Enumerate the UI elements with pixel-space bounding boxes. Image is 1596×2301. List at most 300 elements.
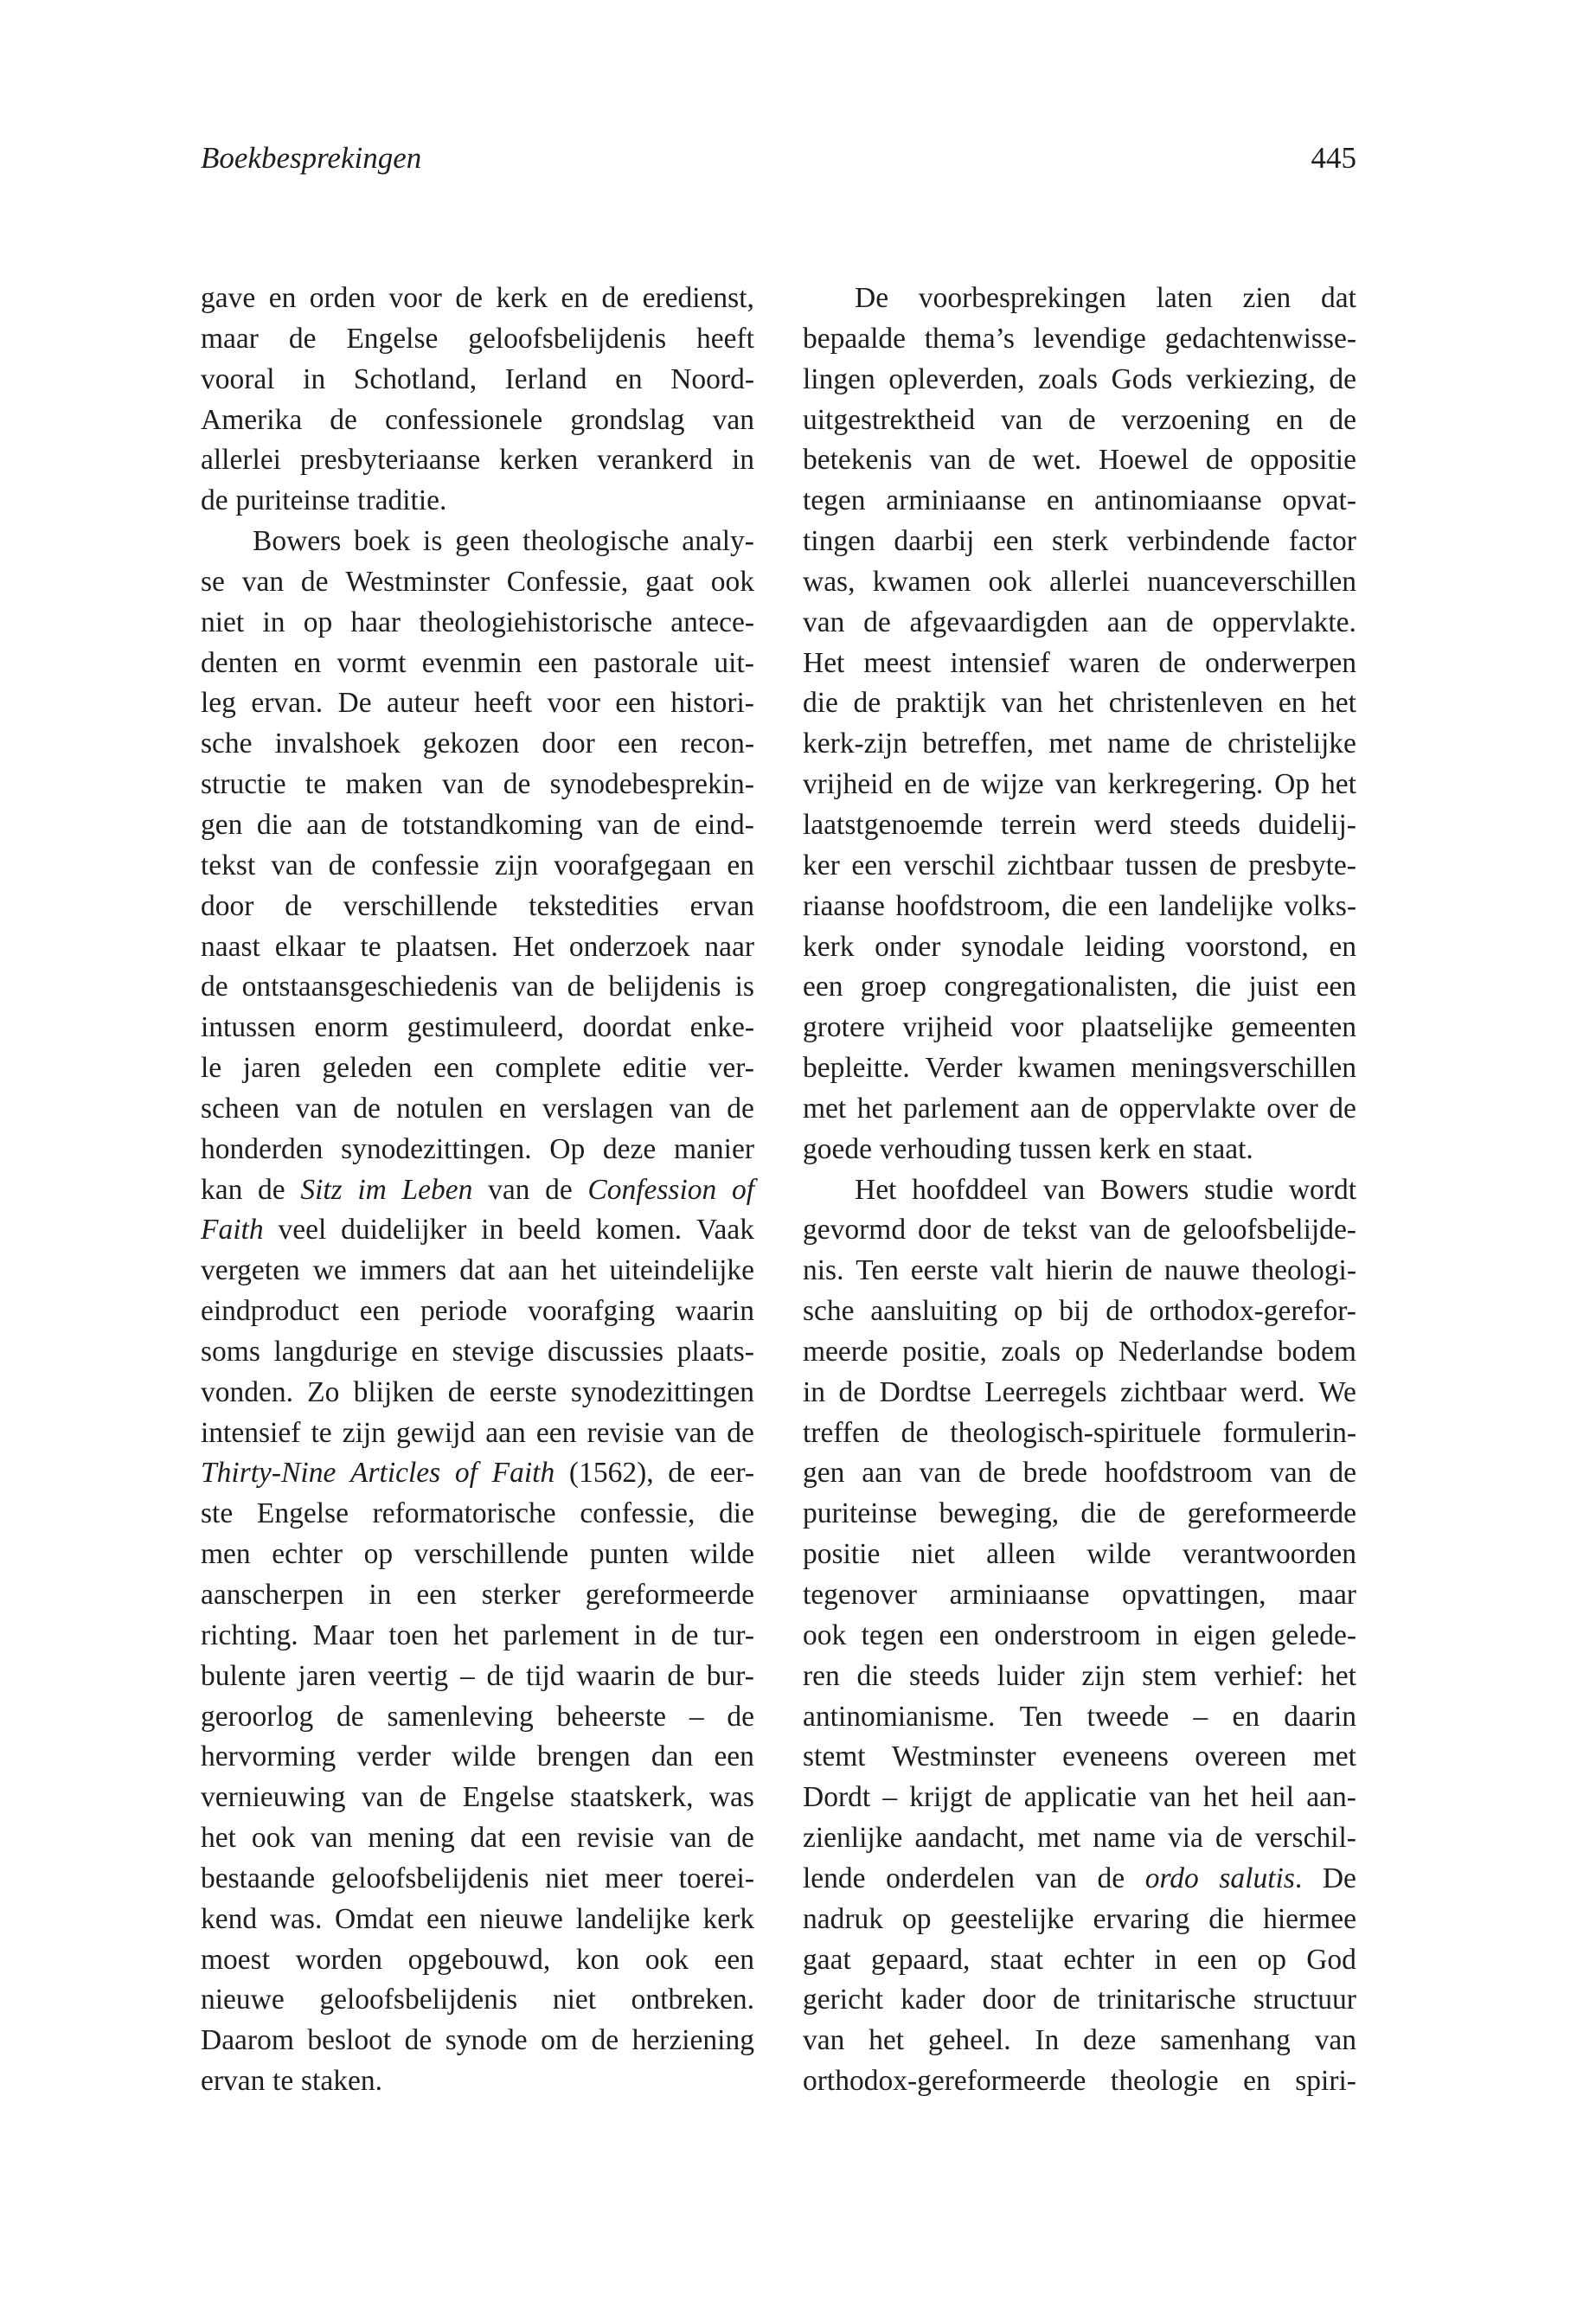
word: nuanceverschillen xyxy=(1147,565,1356,598)
word: jaren xyxy=(298,1659,356,1692)
word: van xyxy=(1314,2024,1356,2057)
word: mening xyxy=(368,1822,455,1855)
word: met xyxy=(1048,727,1093,760)
word: veel xyxy=(278,1214,327,1247)
word: totstandkoming xyxy=(402,808,583,841)
word: positie, xyxy=(902,1335,987,1368)
word: landelijke xyxy=(575,1902,690,1935)
text-line xyxy=(803,1332,1356,1373)
word: Daarom xyxy=(201,2024,294,2057)
word: Bowers xyxy=(253,525,342,558)
word: ontstaansgeschiedenis xyxy=(241,971,498,1003)
text-line xyxy=(803,967,1356,1008)
word: notulen xyxy=(396,1092,484,1125)
text-line xyxy=(803,279,1356,319)
word: onder xyxy=(875,930,941,963)
text-line xyxy=(201,724,754,765)
word: factor xyxy=(1288,525,1356,558)
word: en xyxy=(1157,1132,1186,1165)
word: van xyxy=(1035,1862,1077,1894)
text-line xyxy=(803,2021,1356,2061)
word: Articles xyxy=(350,1457,441,1490)
word: de xyxy=(863,606,891,638)
word: betekenis xyxy=(803,444,913,477)
word: presbyteriaanse xyxy=(299,444,481,477)
word: echter xyxy=(272,1538,343,1571)
word: in xyxy=(369,1579,392,1611)
word: gekozen xyxy=(422,727,520,760)
word: lingen xyxy=(803,362,875,395)
text-line xyxy=(201,1089,754,1130)
word: kwamen xyxy=(1017,1052,1116,1085)
word: intensief xyxy=(950,646,1050,679)
text-line xyxy=(803,1008,1356,1048)
text-line xyxy=(803,644,1356,684)
word: de xyxy=(567,971,595,1003)
word: die xyxy=(1208,1902,1245,1935)
word: de xyxy=(1166,606,1194,638)
word: krijgt xyxy=(909,1781,972,1814)
word: verschillende xyxy=(413,1538,569,1571)
word: treffen xyxy=(803,1416,880,1449)
word: kerk xyxy=(702,1902,754,1935)
word: geen xyxy=(455,525,510,558)
word: leg xyxy=(201,687,236,720)
word: de xyxy=(1205,444,1234,477)
word: voor xyxy=(547,687,600,720)
word: een xyxy=(617,727,658,760)
word: van xyxy=(511,971,554,1003)
text-line xyxy=(201,967,754,1008)
word: trinitarische xyxy=(1097,1984,1236,2016)
word: arminiaanse xyxy=(949,1579,1090,1611)
text-line xyxy=(201,805,754,846)
word: de xyxy=(455,282,483,314)
word: en xyxy=(904,768,932,801)
word: name xyxy=(1093,1822,1156,1855)
word: gericht xyxy=(803,1984,884,2016)
word: plaats- xyxy=(676,1335,754,1368)
word: sche xyxy=(803,1295,855,1328)
word: de xyxy=(330,403,357,436)
word: door xyxy=(542,727,595,760)
word: de xyxy=(337,1700,364,1733)
word: parlement xyxy=(903,1092,1020,1125)
word: overeen xyxy=(1195,1740,1287,1773)
word: riaanse xyxy=(803,889,885,922)
word: de xyxy=(853,687,881,720)
word: ook xyxy=(710,565,754,598)
word: beweging, xyxy=(939,1497,1060,1530)
word: ste xyxy=(201,1497,234,1530)
word: de xyxy=(1143,1214,1171,1247)
text-line xyxy=(803,1657,1356,1697)
text-line xyxy=(803,360,1356,401)
word: aansluiting xyxy=(870,1295,998,1328)
word: het xyxy=(1321,687,1356,720)
word: opvattingen, xyxy=(1121,1579,1266,1611)
word: hoofdstroom xyxy=(1104,1457,1253,1490)
text-line xyxy=(201,1778,754,1818)
word: verantwoorden xyxy=(1183,1538,1356,1571)
word: De xyxy=(855,282,889,314)
word: kerk-zijn xyxy=(803,727,907,760)
word: aan xyxy=(1029,1092,1071,1125)
word: afgevaardigden xyxy=(909,606,1088,638)
word: de xyxy=(404,2024,433,2057)
word: van xyxy=(669,1092,711,1125)
word: Zo xyxy=(307,1375,340,1408)
word: de xyxy=(1209,849,1237,881)
word: aan xyxy=(306,808,347,841)
word: steeds xyxy=(909,1659,980,1692)
text-line xyxy=(803,440,1356,481)
word: de xyxy=(727,1700,754,1733)
word: steeds xyxy=(1170,808,1240,841)
word: Vaak xyxy=(696,1214,754,1247)
word: met xyxy=(1312,1740,1356,1773)
word: was. xyxy=(269,1902,323,1935)
word: hierin xyxy=(1045,1254,1113,1287)
text-line xyxy=(201,1575,754,1616)
word: Ierland xyxy=(504,362,587,395)
word: niet xyxy=(911,1538,955,1571)
text-line xyxy=(803,724,1356,765)
word: presbyte- xyxy=(1248,849,1356,881)
word: boek xyxy=(354,525,411,558)
word: verankerd xyxy=(597,444,714,477)
word: de xyxy=(652,808,681,841)
word: van xyxy=(1042,1173,1086,1206)
word: landelijke xyxy=(1158,889,1273,922)
word: gedachtenwisse- xyxy=(1164,322,1356,355)
word: van xyxy=(674,1416,717,1449)
word: een xyxy=(851,849,892,881)
word: van xyxy=(1089,1214,1131,1247)
word: immers xyxy=(359,1254,447,1287)
word: en xyxy=(561,282,589,314)
word: Noord- xyxy=(670,362,754,395)
word: kerkregering. xyxy=(1107,768,1264,801)
word: opvat- xyxy=(1282,484,1356,517)
word: vrijheid xyxy=(902,1011,993,1044)
word: de xyxy=(838,1375,867,1408)
word: tekst xyxy=(1022,1214,1078,1247)
word: name xyxy=(1107,727,1170,760)
word: de xyxy=(727,1416,754,1449)
word: verschil- xyxy=(1254,1822,1356,1855)
word: in xyxy=(731,444,754,477)
word: sche xyxy=(201,727,253,760)
word: Ten xyxy=(1019,1700,1063,1733)
word: onderzoek xyxy=(568,930,690,963)
word: Verder xyxy=(925,1052,1003,1085)
word: ervan xyxy=(689,889,754,922)
word: De xyxy=(1322,1862,1356,1894)
text-line xyxy=(201,440,754,481)
word: geheel. xyxy=(927,2024,1011,2057)
word: jaren xyxy=(242,1052,301,1085)
word: maken xyxy=(345,768,423,801)
word: orden xyxy=(309,282,376,314)
word: stem xyxy=(1142,1659,1197,1692)
word: niet xyxy=(552,1984,597,2016)
word: geroorlog xyxy=(201,1700,314,1733)
word: brengen xyxy=(536,1740,631,1773)
text-line xyxy=(201,2061,754,2102)
word: en xyxy=(1278,687,1306,720)
text-line xyxy=(201,1697,754,1738)
word: besloot xyxy=(307,2024,392,2057)
word: zien xyxy=(1242,282,1292,314)
text-line xyxy=(201,603,754,644)
word: eveneens xyxy=(1062,1740,1169,1773)
word: het xyxy=(452,1618,489,1651)
word: niet xyxy=(545,1862,589,1894)
word: betreffen, xyxy=(922,727,1034,760)
word: die xyxy=(803,687,838,720)
word: laten xyxy=(1156,282,1213,314)
text-line xyxy=(201,1332,754,1373)
word: dat xyxy=(459,1254,496,1287)
word: de xyxy=(988,444,1016,477)
text-line xyxy=(803,1778,1356,1818)
word: zichtbaar xyxy=(1120,1375,1227,1408)
word: ontbreken. xyxy=(631,1984,754,2016)
word: brede xyxy=(1022,1457,1087,1490)
word: christelijke xyxy=(1227,727,1356,760)
text-line xyxy=(803,1048,1356,1089)
word: leiding xyxy=(1084,930,1165,963)
word: de xyxy=(1097,1862,1125,1894)
word: synodezittingen xyxy=(570,1375,754,1408)
word: formulerin- xyxy=(1222,1416,1356,1449)
word: doordat xyxy=(582,1011,671,1044)
word: revisie xyxy=(576,1822,655,1855)
word: geloofsbelijdenis xyxy=(319,1984,518,2016)
word: waarin xyxy=(675,1295,754,1328)
word: tekstedities xyxy=(529,889,659,922)
word: beeld xyxy=(518,1214,581,1247)
text-line xyxy=(803,1616,1356,1657)
word: de xyxy=(1138,1497,1166,1530)
word: gave xyxy=(201,282,256,314)
word: in xyxy=(803,1375,826,1408)
word: synodezittingen. xyxy=(341,1132,532,1165)
word: ook xyxy=(988,565,1032,598)
word: zoals xyxy=(1038,362,1098,395)
word: antinomiaanse xyxy=(1094,484,1262,517)
word: het xyxy=(1202,1781,1239,1814)
word: te xyxy=(272,2065,294,2098)
word: wilde xyxy=(1086,1538,1151,1571)
word: opgebouwd, xyxy=(407,1943,551,1976)
word: denten xyxy=(201,646,279,679)
word: Westminster xyxy=(892,1740,1036,1773)
text-line xyxy=(803,683,1356,724)
text-line xyxy=(803,603,1356,644)
text-line xyxy=(803,1859,1356,1900)
word: Het xyxy=(512,930,554,963)
word: door xyxy=(918,1214,971,1247)
word: van xyxy=(597,808,639,841)
word: samenhang xyxy=(1160,2024,1291,2057)
word: grondslag xyxy=(570,403,685,436)
word: dan xyxy=(651,1740,694,1773)
word: tekst xyxy=(201,849,256,881)
word: uit- xyxy=(714,646,754,679)
word: van xyxy=(271,849,313,881)
word: geestelijke xyxy=(950,1902,1074,1935)
word: invalshoek xyxy=(274,727,401,760)
word: de xyxy=(300,565,329,598)
word: We xyxy=(1318,1375,1356,1408)
word: bepaalde xyxy=(803,322,907,355)
word: de xyxy=(601,282,630,314)
word: wordt xyxy=(1288,1173,1356,1206)
word: de xyxy=(353,1092,381,1125)
word: werd xyxy=(1093,808,1152,841)
text-line xyxy=(803,562,1356,603)
word: orthodox-gerefor- xyxy=(1149,1295,1356,1328)
word: Amerika xyxy=(201,403,303,436)
text-line xyxy=(201,1818,754,1859)
word: Het xyxy=(855,1173,897,1206)
word: Sitz xyxy=(300,1173,343,1206)
word: naar xyxy=(704,930,754,963)
word: hiermee xyxy=(1263,1902,1356,1935)
text-line xyxy=(803,522,1356,562)
word: God xyxy=(1306,1943,1356,1976)
word: door xyxy=(982,1984,1035,2016)
word: (1562), xyxy=(568,1457,654,1490)
word: de xyxy=(942,768,971,801)
word: honderden xyxy=(201,1132,324,1165)
word: pastorale xyxy=(593,646,699,679)
word: aan- xyxy=(1306,1781,1356,1814)
word: echter xyxy=(1063,1943,1135,1976)
word: – xyxy=(1193,1700,1208,1733)
word: spiri- xyxy=(1295,2065,1356,2098)
word: blijken xyxy=(353,1375,434,1408)
word: gen xyxy=(201,808,243,841)
word: voor xyxy=(1010,1011,1064,1044)
word: confessie xyxy=(371,849,479,881)
text-line xyxy=(201,1980,754,2021)
word: vernieuwing xyxy=(201,1781,346,1814)
word: een xyxy=(426,1902,467,1935)
word: nis. xyxy=(803,1254,844,1287)
word: zijn xyxy=(494,849,539,881)
word: christenleven xyxy=(1108,687,1264,720)
text-line xyxy=(201,360,754,401)
word: eind- xyxy=(695,808,754,841)
word: kerk xyxy=(803,930,855,963)
word: verkiezing, xyxy=(1185,362,1316,395)
text-line xyxy=(201,401,754,441)
text-line xyxy=(201,644,754,684)
text-line xyxy=(803,1413,1356,1454)
text-line xyxy=(201,1940,754,1981)
word: waren xyxy=(1068,646,1140,679)
word: tussen xyxy=(1125,849,1198,881)
text-line xyxy=(803,927,1356,968)
word: de xyxy=(1080,1092,1109,1125)
word: waarin xyxy=(576,1659,656,1692)
word: onderstroom xyxy=(994,1618,1141,1651)
word: ordo xyxy=(1144,1862,1199,1894)
word: en xyxy=(411,1335,439,1368)
word: sterker xyxy=(481,1579,561,1611)
word: het xyxy=(856,1092,893,1125)
word: grotere xyxy=(803,1011,885,1044)
text-line xyxy=(201,1413,754,1454)
word: toerei- xyxy=(678,1862,754,1894)
word: kerken xyxy=(499,444,579,477)
word: zijn xyxy=(1081,1659,1125,1692)
text-line xyxy=(201,1008,754,1048)
text-line xyxy=(201,1453,754,1494)
word: verschil xyxy=(903,849,996,881)
word: en xyxy=(1243,2065,1271,2098)
word: juist xyxy=(1248,971,1299,1003)
word: op xyxy=(1013,1295,1043,1328)
word: bodem xyxy=(1277,1335,1356,1368)
word: gereformeerde xyxy=(585,1579,754,1611)
word: en xyxy=(1275,403,1304,436)
text-line xyxy=(201,1048,754,1089)
word: die xyxy=(1080,1497,1117,1530)
word: die xyxy=(1061,889,1098,922)
word: gemeenten xyxy=(1230,1011,1356,1044)
word: tingen xyxy=(803,525,875,558)
text-line xyxy=(803,1697,1356,1738)
word: Leben xyxy=(401,1173,473,1206)
word: de xyxy=(668,1457,695,1490)
word: heeft xyxy=(696,322,754,355)
word: ervaring xyxy=(1093,1902,1190,1935)
word: ook xyxy=(803,1618,847,1651)
word: en xyxy=(1046,484,1074,517)
word: de xyxy=(1158,646,1187,679)
text-line xyxy=(201,765,754,805)
text-line xyxy=(201,522,754,562)
text-line xyxy=(803,1170,1356,1211)
word: en xyxy=(615,362,643,395)
word: In xyxy=(1035,2024,1060,2057)
word: alleen xyxy=(986,1538,1056,1571)
word: van xyxy=(295,1092,337,1125)
word: van xyxy=(361,1781,404,1814)
word: worden xyxy=(295,1943,383,1976)
word: salutis xyxy=(1219,1862,1295,1894)
word: de xyxy=(670,1618,699,1651)
word: oppervlakte xyxy=(1118,1092,1256,1125)
word: van xyxy=(1054,768,1097,801)
word: kerk xyxy=(496,282,548,314)
word: zoals xyxy=(1001,1335,1061,1368)
word: le xyxy=(201,1052,222,1085)
word: daarin xyxy=(1284,1700,1356,1733)
word: was, xyxy=(803,565,856,598)
text-line xyxy=(803,765,1356,805)
word: Dordt xyxy=(803,1781,871,1814)
word: de xyxy=(1329,1457,1356,1490)
word: geloofsbelijde- xyxy=(1183,1214,1356,1247)
running-head xyxy=(201,137,1356,180)
text-line xyxy=(201,1292,754,1332)
word: te xyxy=(360,930,381,963)
